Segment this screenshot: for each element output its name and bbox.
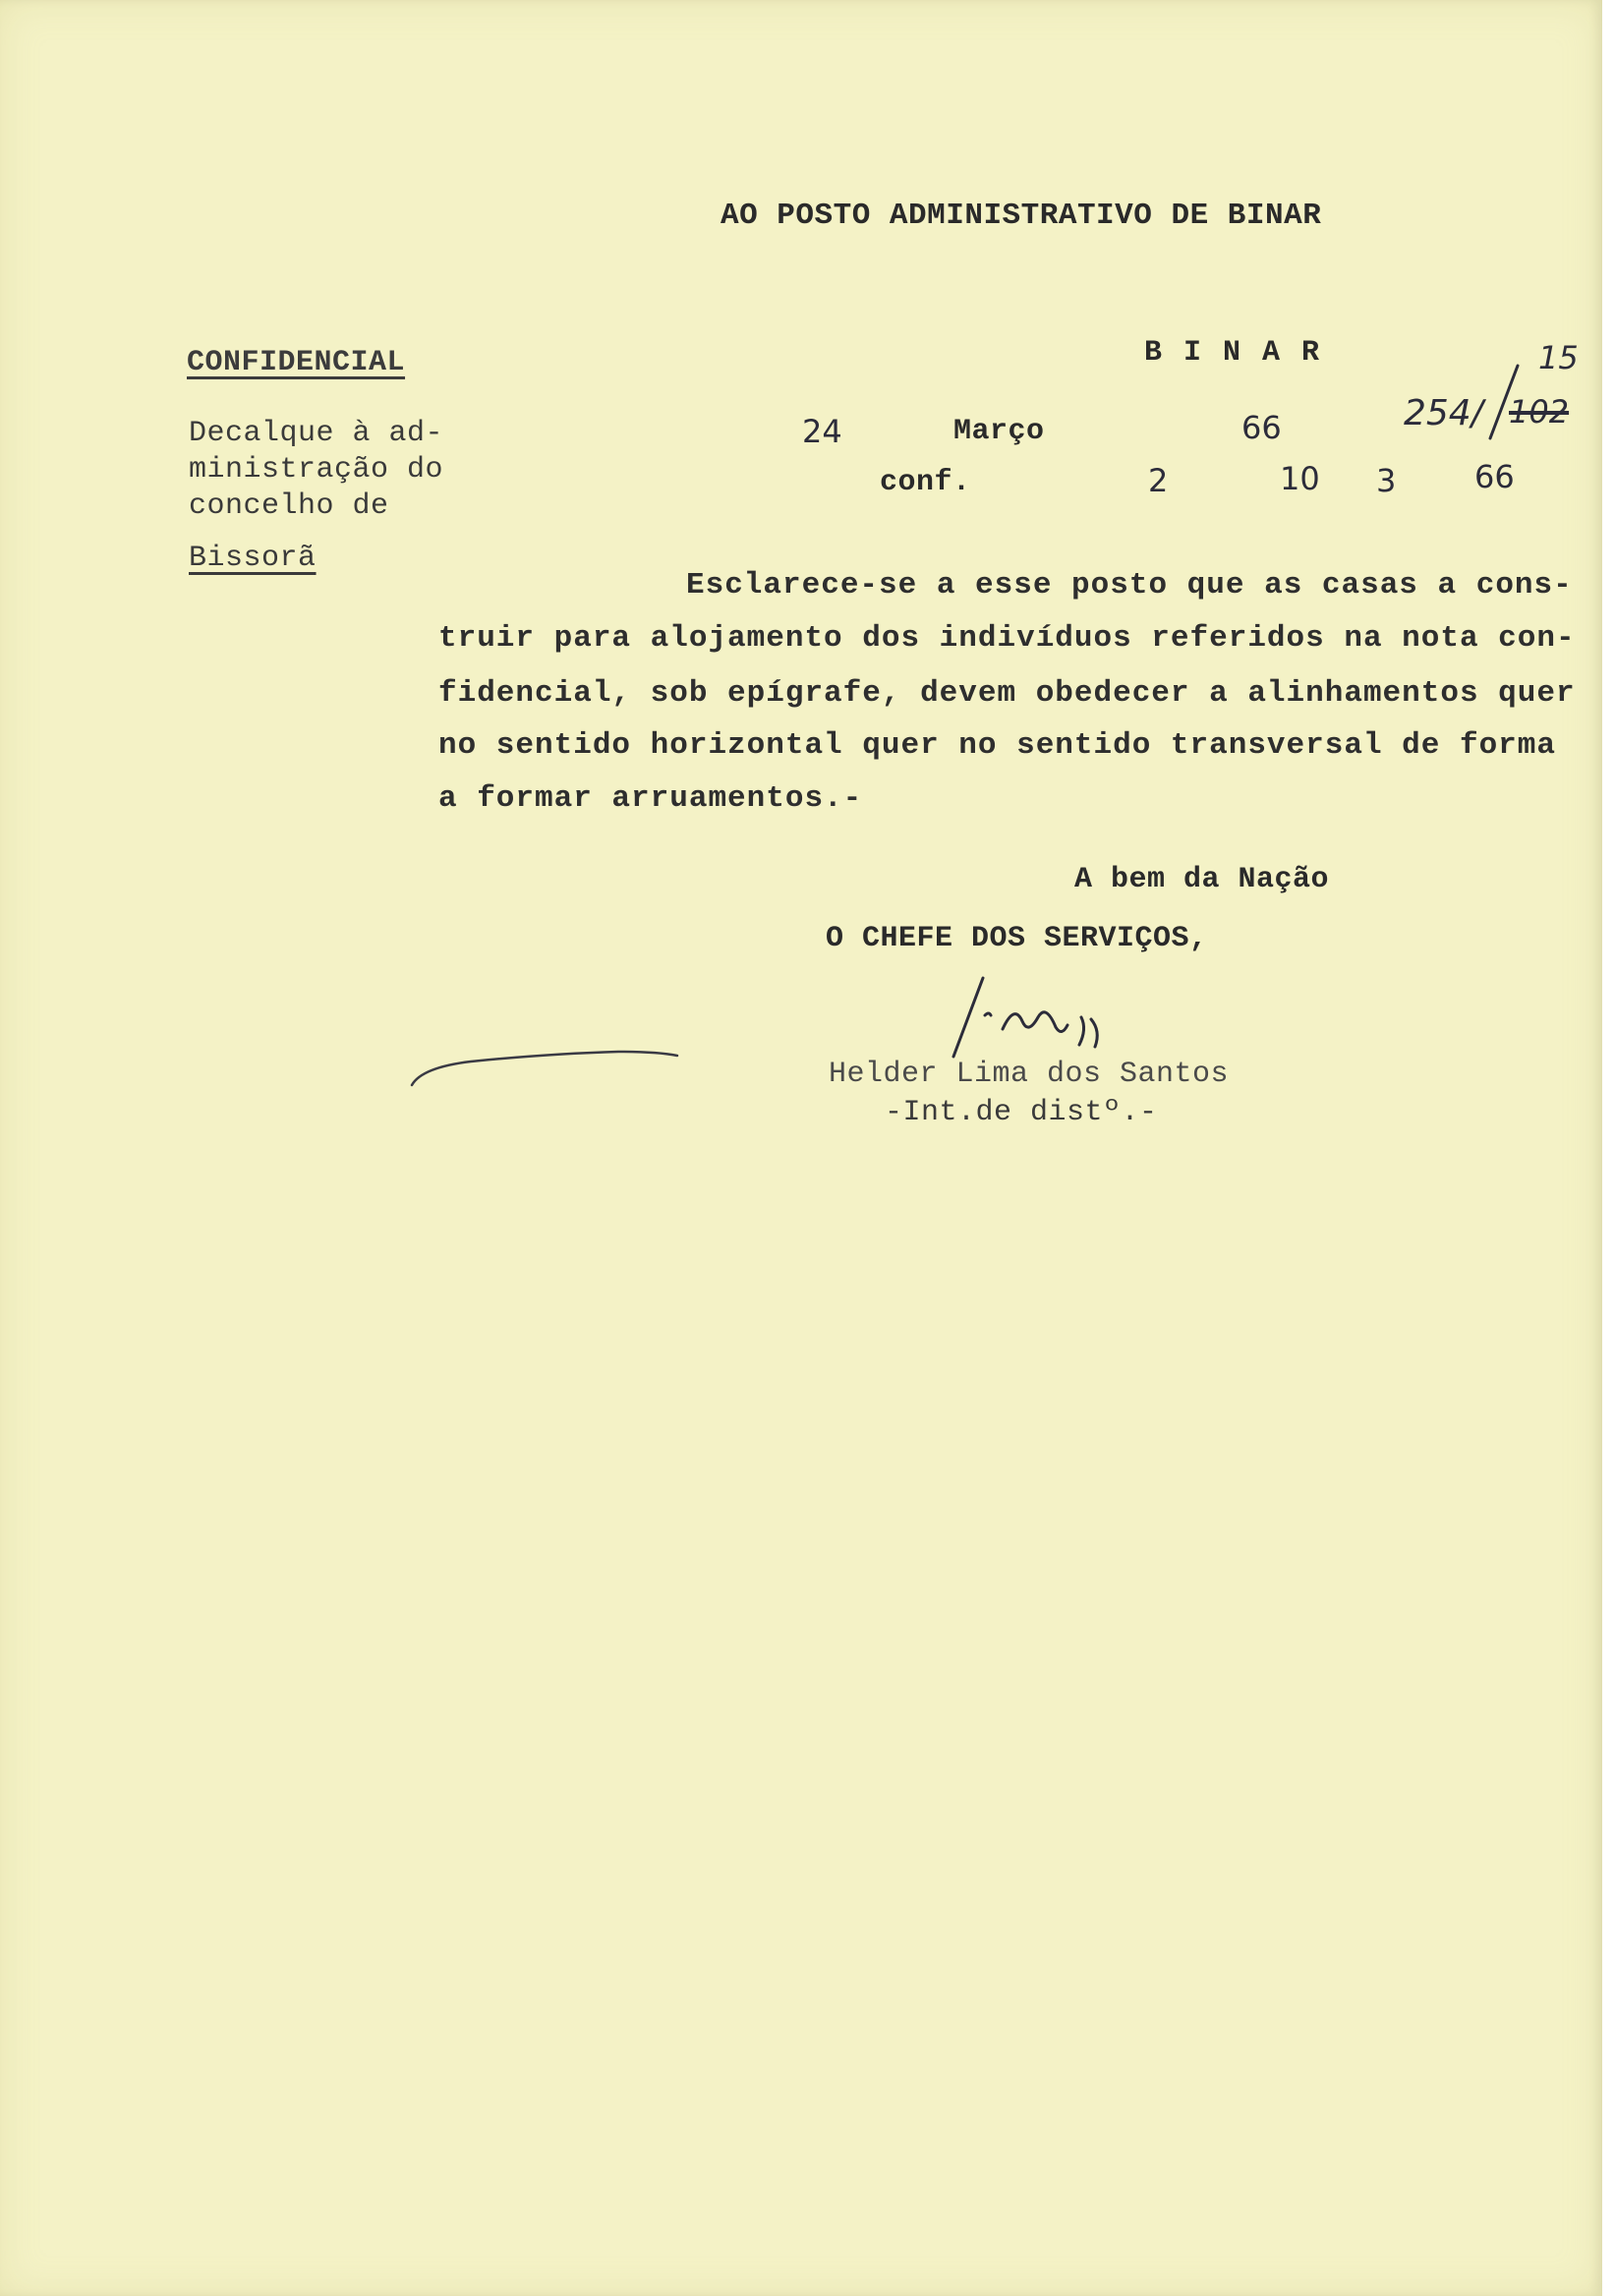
margin-pen-stroke — [408, 1042, 683, 1091]
body-line: Esclarece-se a esse posto que as casas a cons- — [686, 568, 1573, 603]
margin-note-line: ministração do — [189, 453, 444, 487]
signatory-name: Helder Lima dos Santos — [829, 1058, 1230, 1091]
conf-value-1: 2 — [1148, 462, 1169, 499]
reference-number-struck: 102 — [1509, 393, 1570, 430]
body-line: no sentido horizontal quer no sentido transversal de forma — [438, 728, 1556, 763]
closing-salutation: A bem da Nação — [1074, 863, 1330, 896]
reference-number-superscript: 15 — [1538, 339, 1579, 376]
conf-value-4: 66 — [1474, 458, 1515, 495]
body-line: fidencial, sob epígrafe, devem obedecer a alinhamentos quer — [438, 676, 1576, 711]
conf-label: conf. — [880, 466, 971, 499]
place-name: B I N A R — [1144, 336, 1322, 370]
margin-note-line: Decalque à ad- — [189, 417, 444, 450]
margin-note-line: Bissorã — [189, 542, 317, 575]
reference-number-main: 254/ — [1404, 393, 1483, 433]
signatory-role: O CHEFE DOS SERVIÇOS, — [826, 922, 1208, 955]
classification-label: CONFIDENCIAL — [187, 346, 406, 379]
signatory-title: -Int.de distº.- — [885, 1096, 1158, 1129]
addressee-heading: AO POSTO ADMINISTRATIVO DE BINAR — [721, 199, 1322, 233]
scan-margin — [1602, 0, 1615, 2296]
date-year: 66 — [1241, 409, 1282, 446]
body-line: a formar arruamentos.- — [438, 781, 863, 816]
margin-note-line: concelho de — [189, 489, 389, 523]
date-month: Março — [953, 415, 1045, 448]
conf-value-3: 3 — [1376, 462, 1397, 499]
date-day: 24 — [802, 413, 842, 450]
conf-value-2: 10 — [1280, 460, 1320, 497]
handwritten-signature — [944, 958, 1180, 1066]
reference-slash-stroke — [1484, 364, 1524, 442]
body-line: truir para alojamento dos indivíduos referidos na nota con- — [438, 621, 1576, 656]
